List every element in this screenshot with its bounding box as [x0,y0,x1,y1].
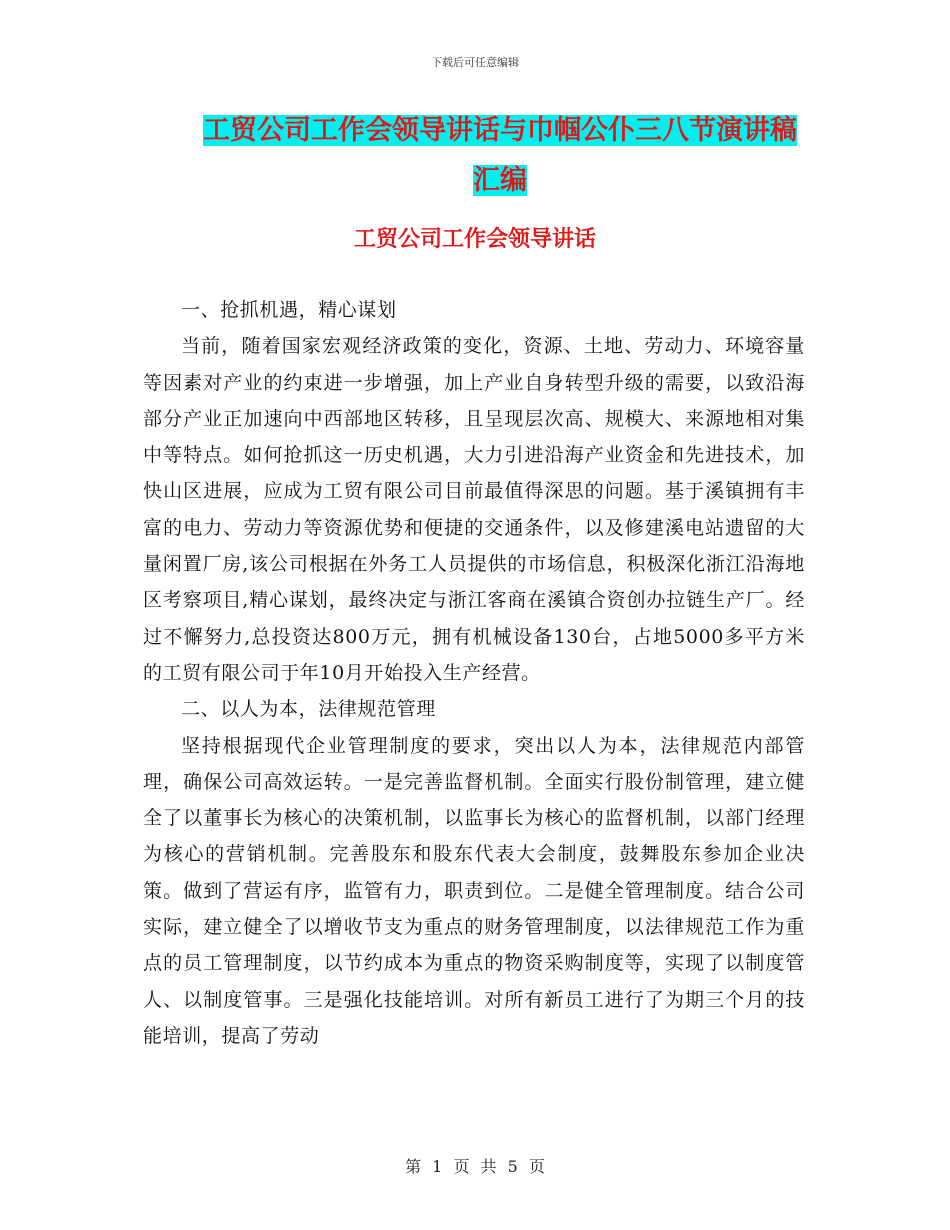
heading-2: 二、以人为本，法律规范管理 [181,698,436,721]
paragraph-1: 当前，随着国家宏观经济政策的变化，资源、土地、劳动力、环境容量等因素对产业的约束进一步增强，加上产业自身转型升级的需要，以致沿海部分产业正加速向中西部地区转移，且呈现层次高、规模大、来源地相对集中等特点。如何抢抓这一历史机遇，大力引进沿海产业资金和先进技术，加快山区进展，应成为工贸有限公司目前最值得深思的问题。基于溪镇拥有丰富的电力、劳动力等资源优势和便捷的交通条件，以及修建溪电站遗留的大量闲置厂房,该公司根据在外务工人员提供的市场信息，积极深化浙江沿海地区考察项目,精心谋划，最终决定与浙江客商在溪镇合资创办拉链生产厂。经过不懈努力,总投资达800万元，拥有机械设备130台，占地5000多平方米的工贸有限公司于年10月开始投入生产经营。 [143,335,805,684]
page-footer: 第 1 页 共 5 页 [405,1157,545,1176]
heading-1: 一、抢抓机遇，精心谋划 [181,299,397,321]
paragraph-2: 坚持根据现代企业管理制度的要求，突出以人为本，法律规范内部管理，确保公司高效运转。一是完善监督机制。全面实行股份制管理，建立健全了以董事长为核心的决策机制，以监事长为核心的监督机制，以部门经理为核心的营销机制。完善股东和股东代表大会制度，鼓舞股东参加企业决策。做到了营运有序，监管有力，职责到位。二是健全管理制度。结合公司实际，建立健全了以增收节支为重点的财务管理制度，以法律规范工作为重点的员工管理制度，以节约成本为重点的物资采购制度等，实现了以制度管人、以制度管事。三是强化技能培训。对所有新员工进行了为期三个月的技能培训，提高了劳动 [143,734,805,1047]
page-header-note: 下载后可任意编辑 [431,56,519,69]
document-title-text: 工贸公司工作会领导讲话与巾帼公仆三八节演讲稿汇编 [203,115,797,196]
document-title [190,106,810,206]
section-title: 工贸公司工作会领导讲话 [353,226,596,252]
document-body [143,292,805,1054]
